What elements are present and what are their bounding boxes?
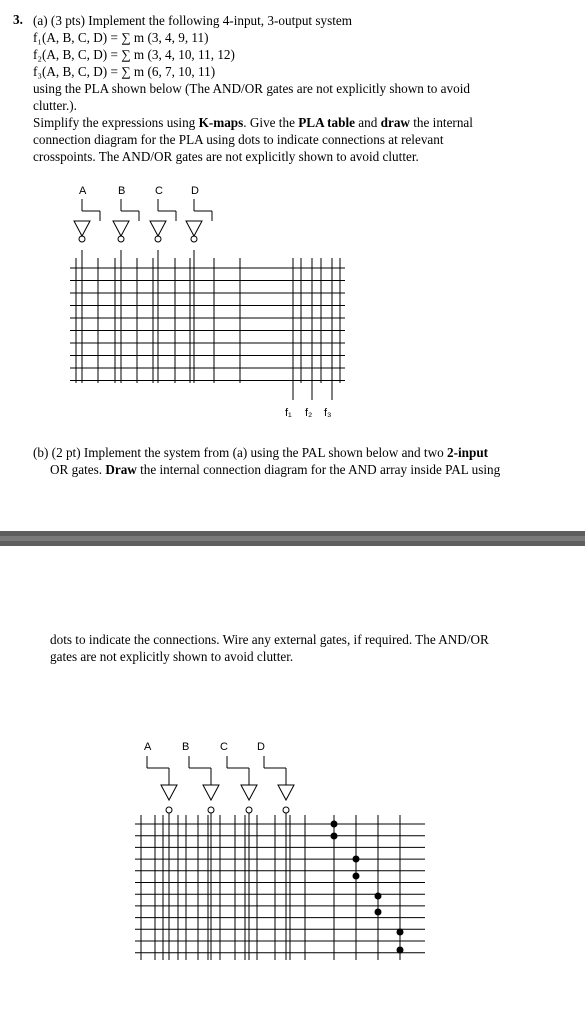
pla-input-a-label: A [79,185,87,197]
pal-inverter-triangle [161,785,177,800]
using-pla-line-2: clutter.). [33,98,77,113]
pal-inverter-bubble [246,807,252,813]
pal-inverter-triangle [278,785,294,800]
pla-input-c-label: C [155,185,163,197]
pal-inverter-bubble [283,807,289,813]
pal-fixed-connection-dot [331,833,338,840]
simplify-line-1: Simplify the expressions using K-maps. Give the PLA table and draw the internal [33,115,473,130]
pal-inverter-triangle [241,785,257,800]
f2-expression: f₂(A, B, C, D) = ∑ m (3, 4, 10, 11, 12) [33,47,235,62]
problem-number: 3. [13,12,23,27]
part-b-line-1: (b) (2 pt) Implement the system from (a) using the PAL shown below and two 2-input [33,445,489,460]
pal-input-b-label: B [182,741,190,753]
using-pla-line-1: using the PLA shown below (The AND/OR gates are not explicitly shown to avoid [33,81,470,96]
pla-input-d-label: D [191,185,199,197]
pla-output-f1-label: f₁ [285,407,292,419]
pal-inverter-bubble [166,807,172,813]
pal-inverter-triangle [203,785,219,800]
part-a-intro: (a) (3 pts) Implement the following 4-input, 3-output system [33,13,353,28]
part-b-line-2: OR gates. Draw the internal connection diagram for the AND array inside PAL using [50,462,501,477]
pal-fixed-connection-dot [397,929,404,936]
pal-fixed-connection-dot [331,821,338,828]
simplify-line-3: crosspoints. The AND/OR gates are not explicitly shown to avoid clutter. [33,149,419,164]
pal-input-a-label: A [144,741,152,753]
part-b-line-3: dots to indicate the connections. Wire any external gates, if required. The AND/OR [50,632,489,647]
pla-output-f2-label: f₂ [305,407,313,419]
f1-expression: f₁(A, B, C, D) = ∑ m (3, 4, 9, 11) [33,30,209,45]
pal-fixed-connection-dot [375,893,382,900]
f3-expression: f₃(A, B, C, D) = ∑ m (6, 7, 10, 11) [33,64,216,79]
simplify-line-2: connection diagram for the PLA using dots to indicate connections at relevant [33,132,444,147]
pal-fixed-connection-dot [375,909,382,916]
pal-fixed-connection-dot [353,856,360,863]
pla-input-b-label: B [118,185,126,197]
pal-inverter-bubble [208,807,214,813]
pal-input-c-label: C [220,741,228,753]
pal-fixed-connection-dot [397,947,404,954]
pal-input-d-label: D [257,741,265,753]
pal-fixed-connection-dot [353,873,360,880]
pla-output-f3-label: f₃ [324,407,332,419]
part-b-line-4: gates are not explicitly shown to avoid clutter. [50,649,294,664]
